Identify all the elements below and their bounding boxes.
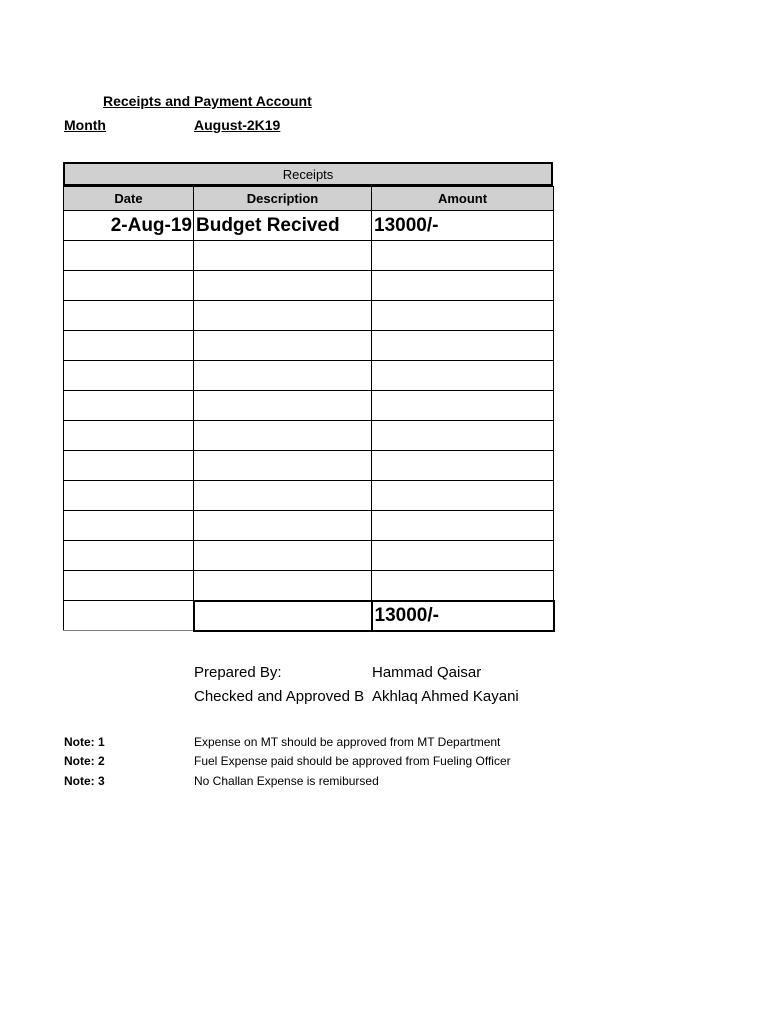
date-cell [64, 571, 194, 601]
sheet-title: Receipts and Payment Account [103, 93, 312, 109]
date-cell [64, 331, 194, 361]
total-description-cell [194, 601, 372, 631]
date-cell [64, 541, 194, 571]
amount-cell: 13000/- [372, 211, 554, 241]
date-cell [64, 391, 194, 421]
description-cell [194, 331, 372, 361]
description-cell [194, 301, 372, 331]
prepared-by-label: Prepared By: [194, 664, 282, 681]
description-cell [194, 481, 372, 511]
date-cell [64, 361, 194, 391]
amount-cell [372, 331, 554, 361]
note-text: Expense on MT should be approved from MT Department [194, 735, 501, 749]
month-label: Month [64, 117, 106, 133]
column-header-date: Date [64, 187, 194, 211]
amount-cell [372, 391, 554, 421]
table-row [64, 331, 554, 361]
table-row [64, 541, 554, 571]
description-cell [194, 361, 372, 391]
table-row [64, 361, 554, 391]
note-label: Note: 3 [64, 774, 105, 788]
amount-cell [372, 511, 554, 541]
date-cell [64, 421, 194, 451]
table-row [64, 211, 554, 241]
amount-cell [372, 421, 554, 451]
table-row [64, 481, 554, 511]
note-text: Fuel Expense paid should be approved from Fueling Officer [194, 754, 511, 768]
description-cell [194, 541, 372, 571]
amount-cell [372, 481, 554, 511]
date-cell: 2-Aug-19 [64, 211, 194, 241]
amount-cell [372, 571, 554, 601]
table-row [64, 301, 554, 331]
date-cell [64, 511, 194, 541]
note-label: Note: 1 [64, 735, 105, 749]
note-label: Note: 2 [64, 754, 105, 768]
description-cell [194, 241, 372, 271]
description-cell [194, 271, 372, 301]
table-row [64, 511, 554, 541]
total-date-cell [64, 601, 194, 631]
description-cell [194, 421, 372, 451]
date-cell [64, 481, 194, 511]
amount-cell [372, 301, 554, 331]
description-cell [194, 511, 372, 541]
amount-cell [372, 241, 554, 271]
table-row [64, 241, 554, 271]
description-cell [194, 391, 372, 421]
amount-cell [372, 361, 554, 391]
checked-approved-label: Checked and Approved B [194, 688, 365, 705]
date-cell [64, 301, 194, 331]
prepared-by-name: Hammad Qaisar [372, 664, 482, 681]
amount-cell [372, 271, 554, 301]
amount-cell [372, 541, 554, 571]
column-header-description: Description [194, 187, 372, 211]
table-row [64, 391, 554, 421]
total-amount: 13000/- [372, 601, 554, 631]
receipts-table-container [63, 162, 553, 632]
description-cell [194, 571, 372, 601]
table-row [64, 271, 554, 301]
date-cell [64, 271, 194, 301]
column-header-amount: Amount [372, 187, 554, 211]
table-header-row [64, 187, 554, 211]
table-row [64, 571, 554, 601]
total-row [64, 601, 554, 631]
description-cell: Budget Recived [194, 211, 372, 241]
checked-approved-name: Akhlaq Ahmed Kayani [372, 688, 519, 705]
date-cell [64, 241, 194, 271]
receipts-table [63, 186, 555, 632]
table-row [64, 451, 554, 481]
note-text: No Challan Expense is remibursed [194, 774, 379, 788]
table-row [64, 421, 554, 451]
description-cell [194, 451, 372, 481]
date-cell [64, 451, 194, 481]
month-value: August-2K19 [194, 117, 281, 133]
receipts-band-title: Receipts [63, 162, 553, 186]
receipt-rows [64, 211, 554, 601]
amount-cell [372, 451, 554, 481]
